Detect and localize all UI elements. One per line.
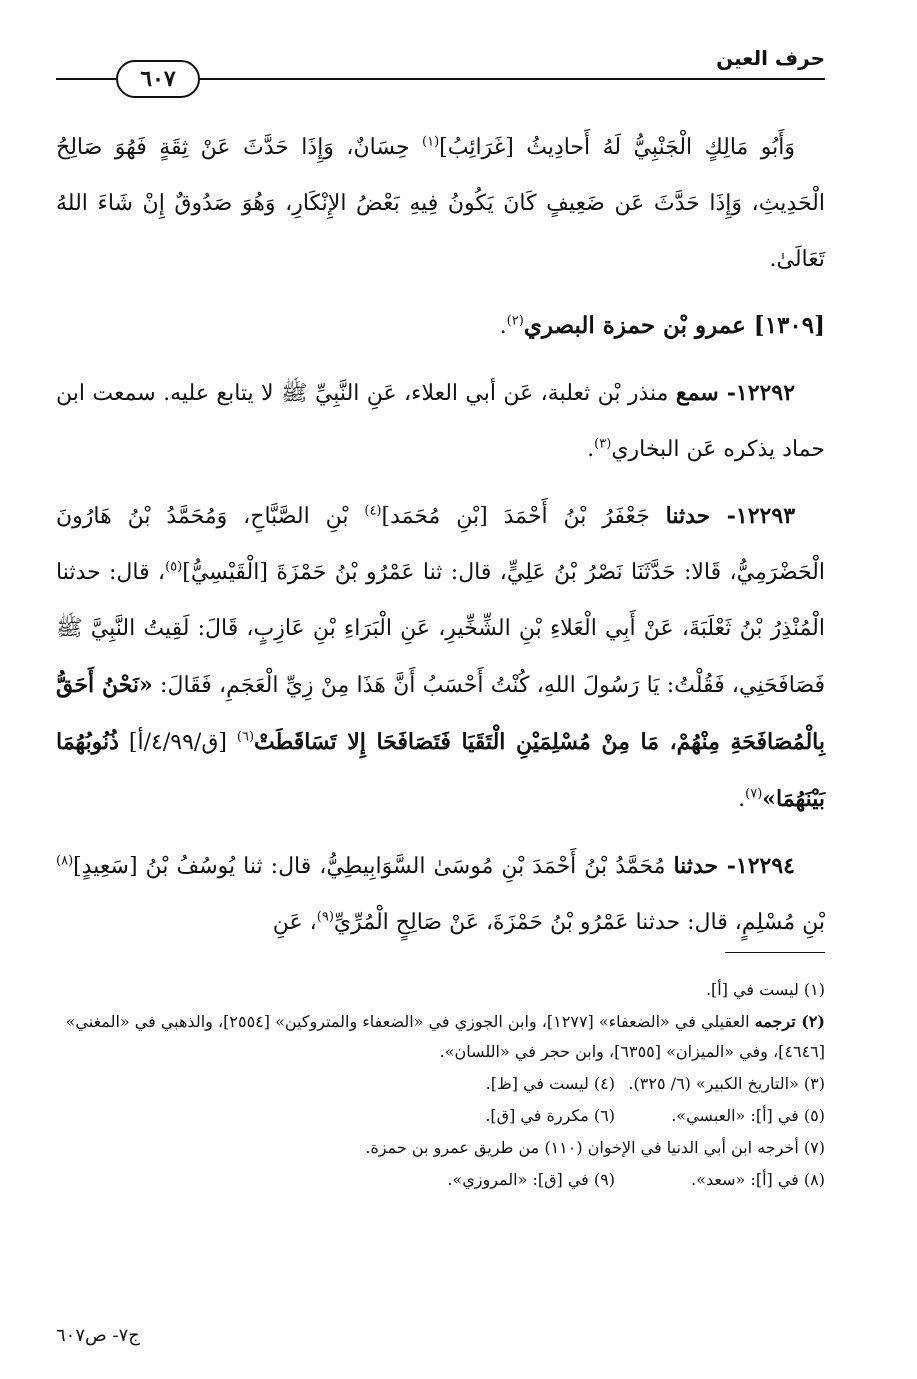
footnote-ref: (٢) [506, 313, 524, 329]
text-span: بْنِ الصَّبَّاحِ، وَمُحَمَّدُ بْنُ هَارُونَ الْحَضْرَمِيُّ، قَالا: حَدَّثَنَا نَصْرُ بْنُ عَلِيٍّ، قال: ثنا عَمْرُو بْنُ حَمْزَةَ [الْقَيْسِيُّ] [56, 504, 825, 585]
hadith-number: ١٢٢٩٢- سمع [675, 380, 796, 406]
footnote-8: (٨) في [أ]: «سعد». [691, 1170, 825, 1189]
footnote-row [56, 1101, 825, 1131]
prophetic-quote-end: ذُنُوبُهُمَا بَيْنَهُمَا» [56, 729, 825, 812]
text-span: بْنِ مُسْلِمٍ، قال: حدثنا عَمْرُو بْنُ حَمْزَةَ، عَنْ صَالِحٍ الْمُرِّيِّ [333, 910, 825, 935]
footnote-2 [56, 1007, 825, 1067]
hadith-12294 [56, 838, 825, 951]
page-header [56, 40, 825, 110]
entry-heading [56, 298, 825, 355]
text-span: جَعْفَرُ بْنُ أَحْمَدَ [بْنِ مُحَمَد] [381, 504, 666, 529]
text-span: ، عَنِ [272, 910, 317, 935]
entry-heading-text: [١٣٠٩] عمرو بْن حمزة البصري [523, 312, 825, 339]
text-span: ، قال: حدثنا الْمُنْذِرُ بْنُ ثَعْلَبَةَ، عَنْ أَبِي الْعَلاءِ بْنِ الشِّخِّيرِ، عَنِ الْبَرَاءِ بْنِ عَازِبٍ، قَالَ: لَقِيتُ النَّبِيَّ ﷺ فَصَافَحَنِي، فَقُلْتُ: يَا رَسُولَ اللهِ، كُنْتُ أَحْسَبُ أَنَّ هَذَا مِنْ زِيِّ الْعَجَمِ، فَقَالَ: [56, 560, 826, 698]
footnote-row [56, 1165, 825, 1195]
text-span: منذر بْن ثعلبة، عَن أبي العلاء، عَنِ النَّبِيِّ ﷺ لا يتابع عليه. سمعت ابن حماد يذكره عَن البخاري [56, 381, 825, 462]
footnote-row [56, 1069, 825, 1099]
footnote-label: (٢) ترجمه [754, 1012, 825, 1031]
text-span: . [499, 314, 507, 339]
footnote-ref: (٦) [236, 729, 255, 745]
footnote-ref: (٨) [56, 853, 74, 869]
footnote-ref: (٧) [745, 786, 763, 802]
footnote-ref: (٣) [594, 436, 612, 452]
text-span: وَأَبُو مَالِكٍ الْجَنْبِيُّ لَهُ أَحادِيثُ [غَرَائِبُ] [439, 135, 796, 160]
footnote-text: العقيلي في «الضعفاء» [١٢٧٧]، وابن الجوزي في «الضعفاء والمتروكين» [٢٥٥٤]، والذهبي في «المغني» [٤٦٤٦]، وفي «الميزان» [٦٣٥٥]، وابن حجر في «اللسان». [65, 1012, 825, 1061]
footnote-9: (٩) في [ق]: «المروزي». [447, 1170, 615, 1189]
footnote-7: (٧) أخرجه ابن أبي الدنيا في الإخوان (١١٠) من طريق عمرو بن حمزة. [365, 1138, 825, 1157]
text-span: . [738, 787, 746, 812]
footnote-ref: (٤) [364, 503, 382, 519]
hadith-12292 [56, 365, 825, 478]
hadith-number: ١٢٢٩٣- حدثنا [665, 503, 796, 529]
prophetic-quote: «نَحْنُ أَحَقُّ بِالْمُصَافَحَةِ مِنْهُمْ، مَا مِنْ مُسْلِمَيْنِ الْتَقَيَا فَتَصَافَحَا إِلا تَسَاقَطَتْ [56, 672, 826, 755]
footnote-separator [725, 952, 825, 953]
footnote-ref: (٩) [316, 909, 334, 925]
hadith-12293 [56, 488, 825, 828]
footnote-ref: (٥) [165, 559, 183, 575]
manuscript-ref: [ق/٤/٩٩/أ] [118, 730, 237, 755]
running-head: حرف العين [716, 46, 825, 70]
page-number: ٦٠٧ [116, 60, 200, 98]
paragraph-narrators [56, 120, 825, 288]
footnote-ref: (١) [422, 134, 440, 150]
text-span: . [587, 437, 595, 462]
text-span: حِسَانٌ، وَإِذَا حَدَّثَ عَنْ ثِقَةٍ فَهُوَ صَالِحُ الْحَدِيثِ، وَإِذَا حَدَّثَ عَن ضَعِيفٍ كَانَ يَكُونُ فِيهِ بَعْضُ الإِنْكَارِ، وَهُوَ صَدُوقٌ إِنْ شَاءَ اللهُ تَعَالَىٰ. [56, 135, 825, 272]
footnotes [56, 975, 825, 1197]
volume-page-signature: ج٧- ص٦٠٧ [56, 1325, 140, 1346]
footnote-3: (٣) «التاريخ الكبير» (٦/ ٣٢٥). [628, 1074, 825, 1093]
footnote-5: (٥) في [أ]: «العبسي». [671, 1106, 825, 1125]
hadith-number: ١٢٢٩٤- حدثنا [673, 853, 795, 879]
footnote-4: (٤) ليست في [ظ]. [485, 1074, 615, 1093]
text-span: مُحَمَّدُ بْنُ أَحْمَدَ بْنِ مُوسَىٰ السَّوَابِيطِيُّ، قال: ثنا يُوسُفُ بْنُ [سَعِيدٍ] [73, 854, 674, 879]
footnote-1: (١) ليست في [أ]. [705, 980, 825, 999]
main-text [56, 120, 825, 951]
footnote-6: (٦) مكررة في [ق]. [485, 1106, 615, 1125]
